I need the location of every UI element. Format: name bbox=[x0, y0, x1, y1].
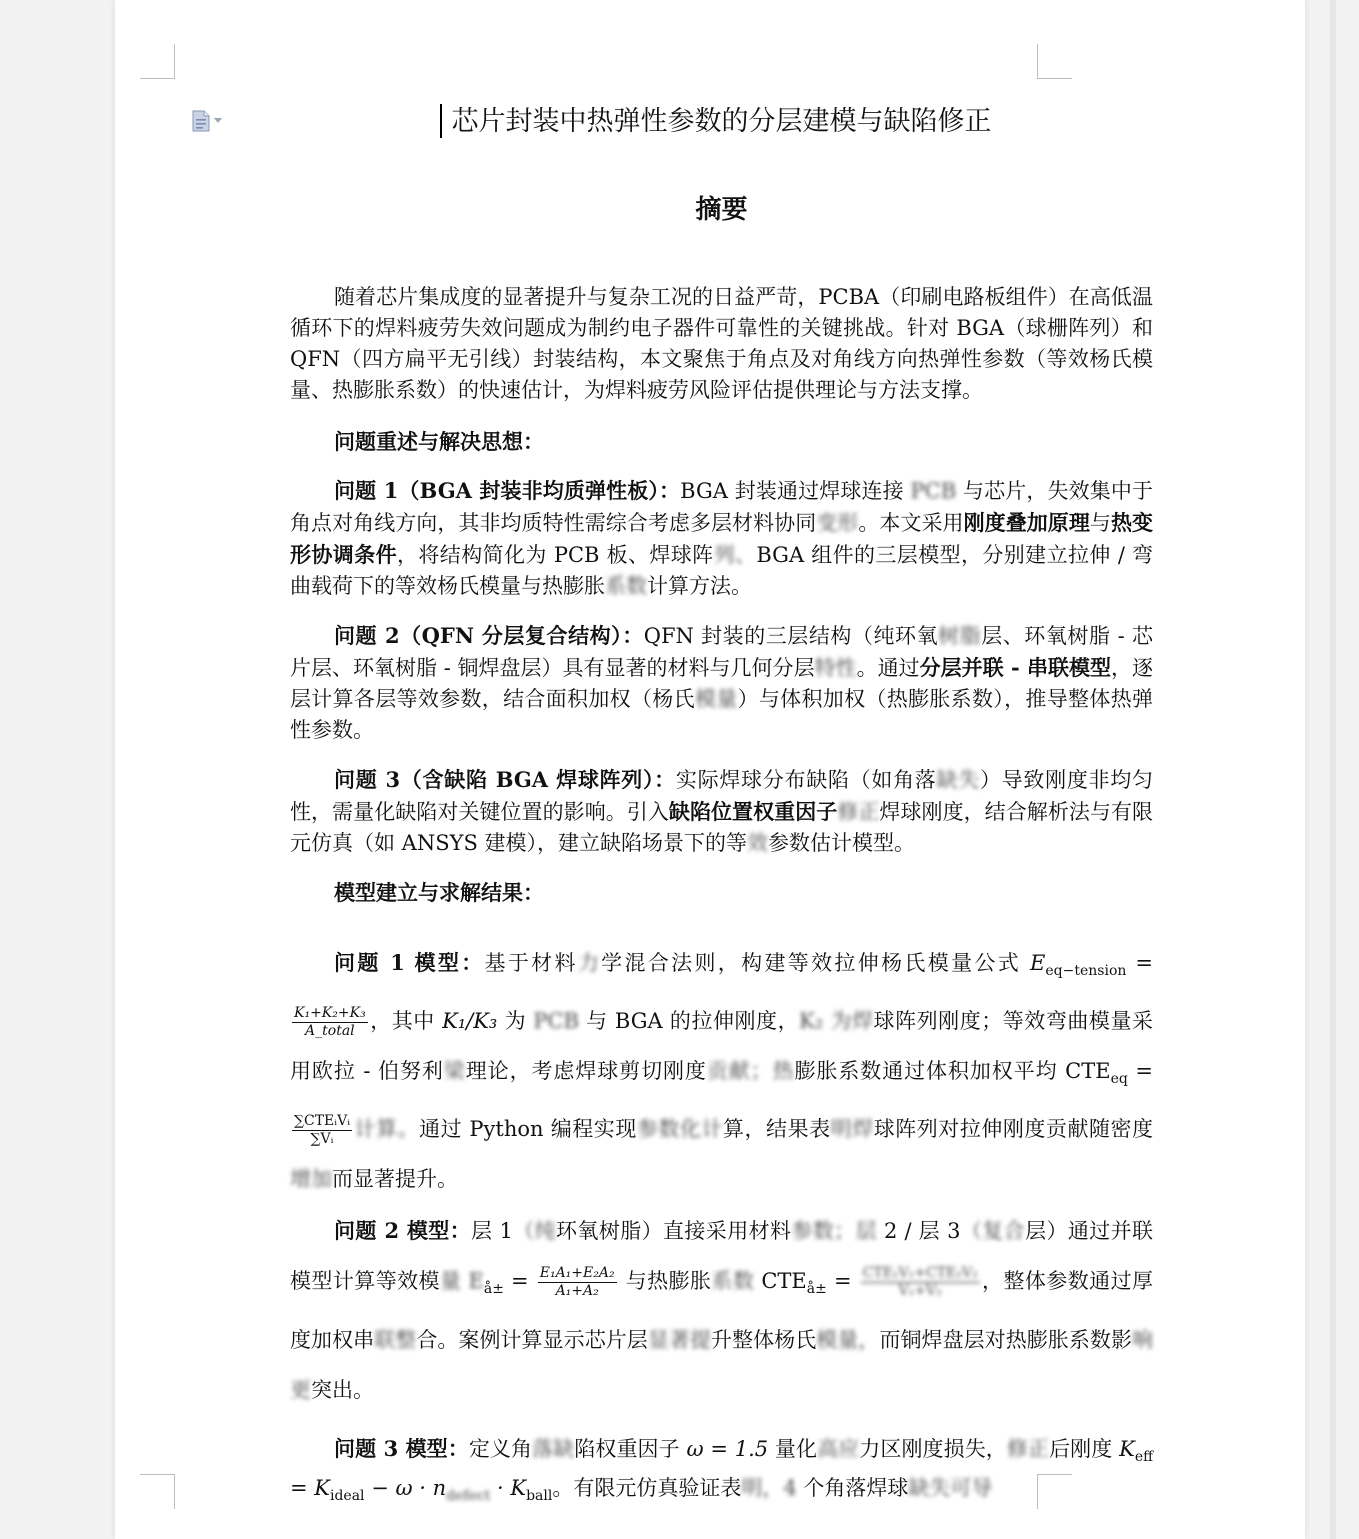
formula-fraction: $\frac{\text{K₁+K₂+K₃}}{\text{A\_total}}$ bbox=[294, 1005, 366, 1040]
model-2-lead: 问题 2 模型： bbox=[334, 1218, 472, 1244]
model-3-paragraph: 问题 3 模型：定义角落缺陷权重因子 ω = 1.5 量化高应力区刚度损失，修正后刚度 $K_{eff} = K_{ideal} - \omega \cdot n_{defect} \cdot K_{ball}$。有限元仿真验证表明，4 个角落焊球缺失可导 bbox=[290, 1435, 1154, 1504]
margin-corner-mark bbox=[140, 44, 175, 79]
paragraph-options-button[interactable] bbox=[191, 110, 231, 132]
problem-1-paragraph: 问题 1（BGA 封装非均质弹性板）：BGA 封装通过焊球连接 PCB 与芯片，失效集中于角点对角线方向，其非均质特性需综合考虑多层材料协同变形。本文采用刚度叠加原理与热变形协调条件，将结构简化为 PCB 板、焊球阵列、BGA 组件的三层模型，分别建立拉伸 / 弯曲载荷下的等效杨氏模量与热膨胀系数计算方法。 bbox=[290, 478, 1154, 598]
model-1-paragraph: 问题 1 模型：基于材料力学混合法则，构建等效拉伸杨氏模量公式 $E_{eq-tension}$ = $\frac{\text{K₁+K₂+K₃}}{\text{A\_total}}$ ，其中 K₁/K₃ 为 PCB 与 BGA 的拉伸刚度，K₂ 为焊球阵列刚度；等效弯曲模量采用欧拉 - 伯努利梁理论，考虑焊球剪切刚度贡献；热膨胀系数通过体积加权平均 $CTE_{eq}$ = $\frac{\text{∑CTEᵢVᵢ}}{\text{∑Vᵢ}}$ 计算。通过 Python 编程实现参数化计算，结果表明焊球阵列对拉伸刚度贡献随密度增加而显著提升。 bbox=[290, 950, 1154, 1192]
model-2-paragraph: 问题 2 模型：层 1（纯环氧树脂）直接采用材料参数；层 2 / 层 3（复合层）通过并联模型计算等效模量 $E_{å\pm}$ = $\frac{\text{E₁A₁+E₂A₂}}{\text{A₁+A₂}}$ 与热膨胀系数 $CTE_{å\pm}$ = $\frac{\text{CTE₁V₁+CTE₂V₂}}{\text{V₁+V₂}}$ ，整体参数通过厚度加权串联整合。案例计算显示芯片层显著提升整体杨氏模量，而铜焊盘层对热膨胀系数影响更突出。 bbox=[290, 1218, 1154, 1402]
problem-3-paragraph: 问题 3（含缺陷 BGA 焊球阵列）：实际焊球分布缺陷（如角落缺失）导致刚度非均匀性，需量化缺陷对关键位置的影响。引入缺陷位置权重因子修正焊球刚度，结合解析法与有限元仿真（如 ANSYS 建模），建立缺陷场景下的等效参数估计模型。 bbox=[290, 767, 1154, 855]
problem-2-lead: 问题 2（QFN 分层复合结构）： bbox=[334, 623, 644, 648]
section-heading-models: 模型建立与求解结果： bbox=[334, 880, 544, 905]
document-title: 芯片封装中热弹性参数的分层建模与缺陷修正 bbox=[451, 106, 992, 137]
formula-fraction: $\frac{\text{CTE₁V₁+CTE₂V₂}}{\text{V₁+V₂}}$ bbox=[862, 1265, 978, 1300]
scrollbar-track[interactable] bbox=[1330, 0, 1336, 1539]
chevron-down-icon bbox=[214, 118, 222, 124]
document-icon bbox=[191, 110, 211, 132]
problem-2-paragraph: 问题 2（QFN 分层复合结构）：QFN 封装的三层结构（纯环氧树脂层、环氧树脂 - 芯片层、环氧树脂 - 铜焊盘层）具有显著的材料与几何分层特性。通过分层并联 - 串联模型，逐层计算各层等效参数，结合面积加权（杨氏模量）与体积加权（热膨胀系数），推导整体热弹性参数。 bbox=[290, 623, 1154, 742]
model-1-lead: 问题 1 模型： bbox=[334, 950, 485, 975]
problem-3-lead: 问题 3（含缺陷 BGA 焊球阵列）： bbox=[334, 767, 676, 792]
abstract-heading: 摘要 bbox=[695, 195, 748, 225]
intro-paragraph: 随着芯片集成度的显著提升与复杂工况的日益严苛，PCBA（印刷电路板组件）在高低温循环下的焊料疲劳失效问题成为制约电子器件可靠性的关键挑战。针对 BGA（球栅阵列）和 QFN（四方扁平无引线）封装结构，本文聚焦于角点及对角线方向热弹性参数（等效杨氏模量、热膨胀系数）的快速估计，为焊料疲劳风险评估提供理论与方法支撑。 bbox=[290, 285, 1153, 402]
section-heading-restatement: 问题重述与解决思想： bbox=[334, 429, 544, 454]
problem-1-lead: 问题 1（BGA 封装非均质弹性板）： bbox=[334, 478, 681, 503]
model-3-lead: 问题 3 模型： bbox=[334, 1435, 469, 1461]
formula-fraction: $\frac{\text{∑CTEᵢVᵢ}}{\text{∑Vᵢ}}$ bbox=[294, 1113, 351, 1148]
formula-fraction: $\frac{\text{E₁A₁+E₂A₂}}{\text{A₁+A₂}}$ bbox=[539, 1265, 615, 1300]
document-body[interactable] bbox=[290, 100, 1153, 1512]
margin-corner-mark bbox=[1037, 44, 1072, 79]
margin-corner-mark bbox=[140, 1474, 175, 1509]
